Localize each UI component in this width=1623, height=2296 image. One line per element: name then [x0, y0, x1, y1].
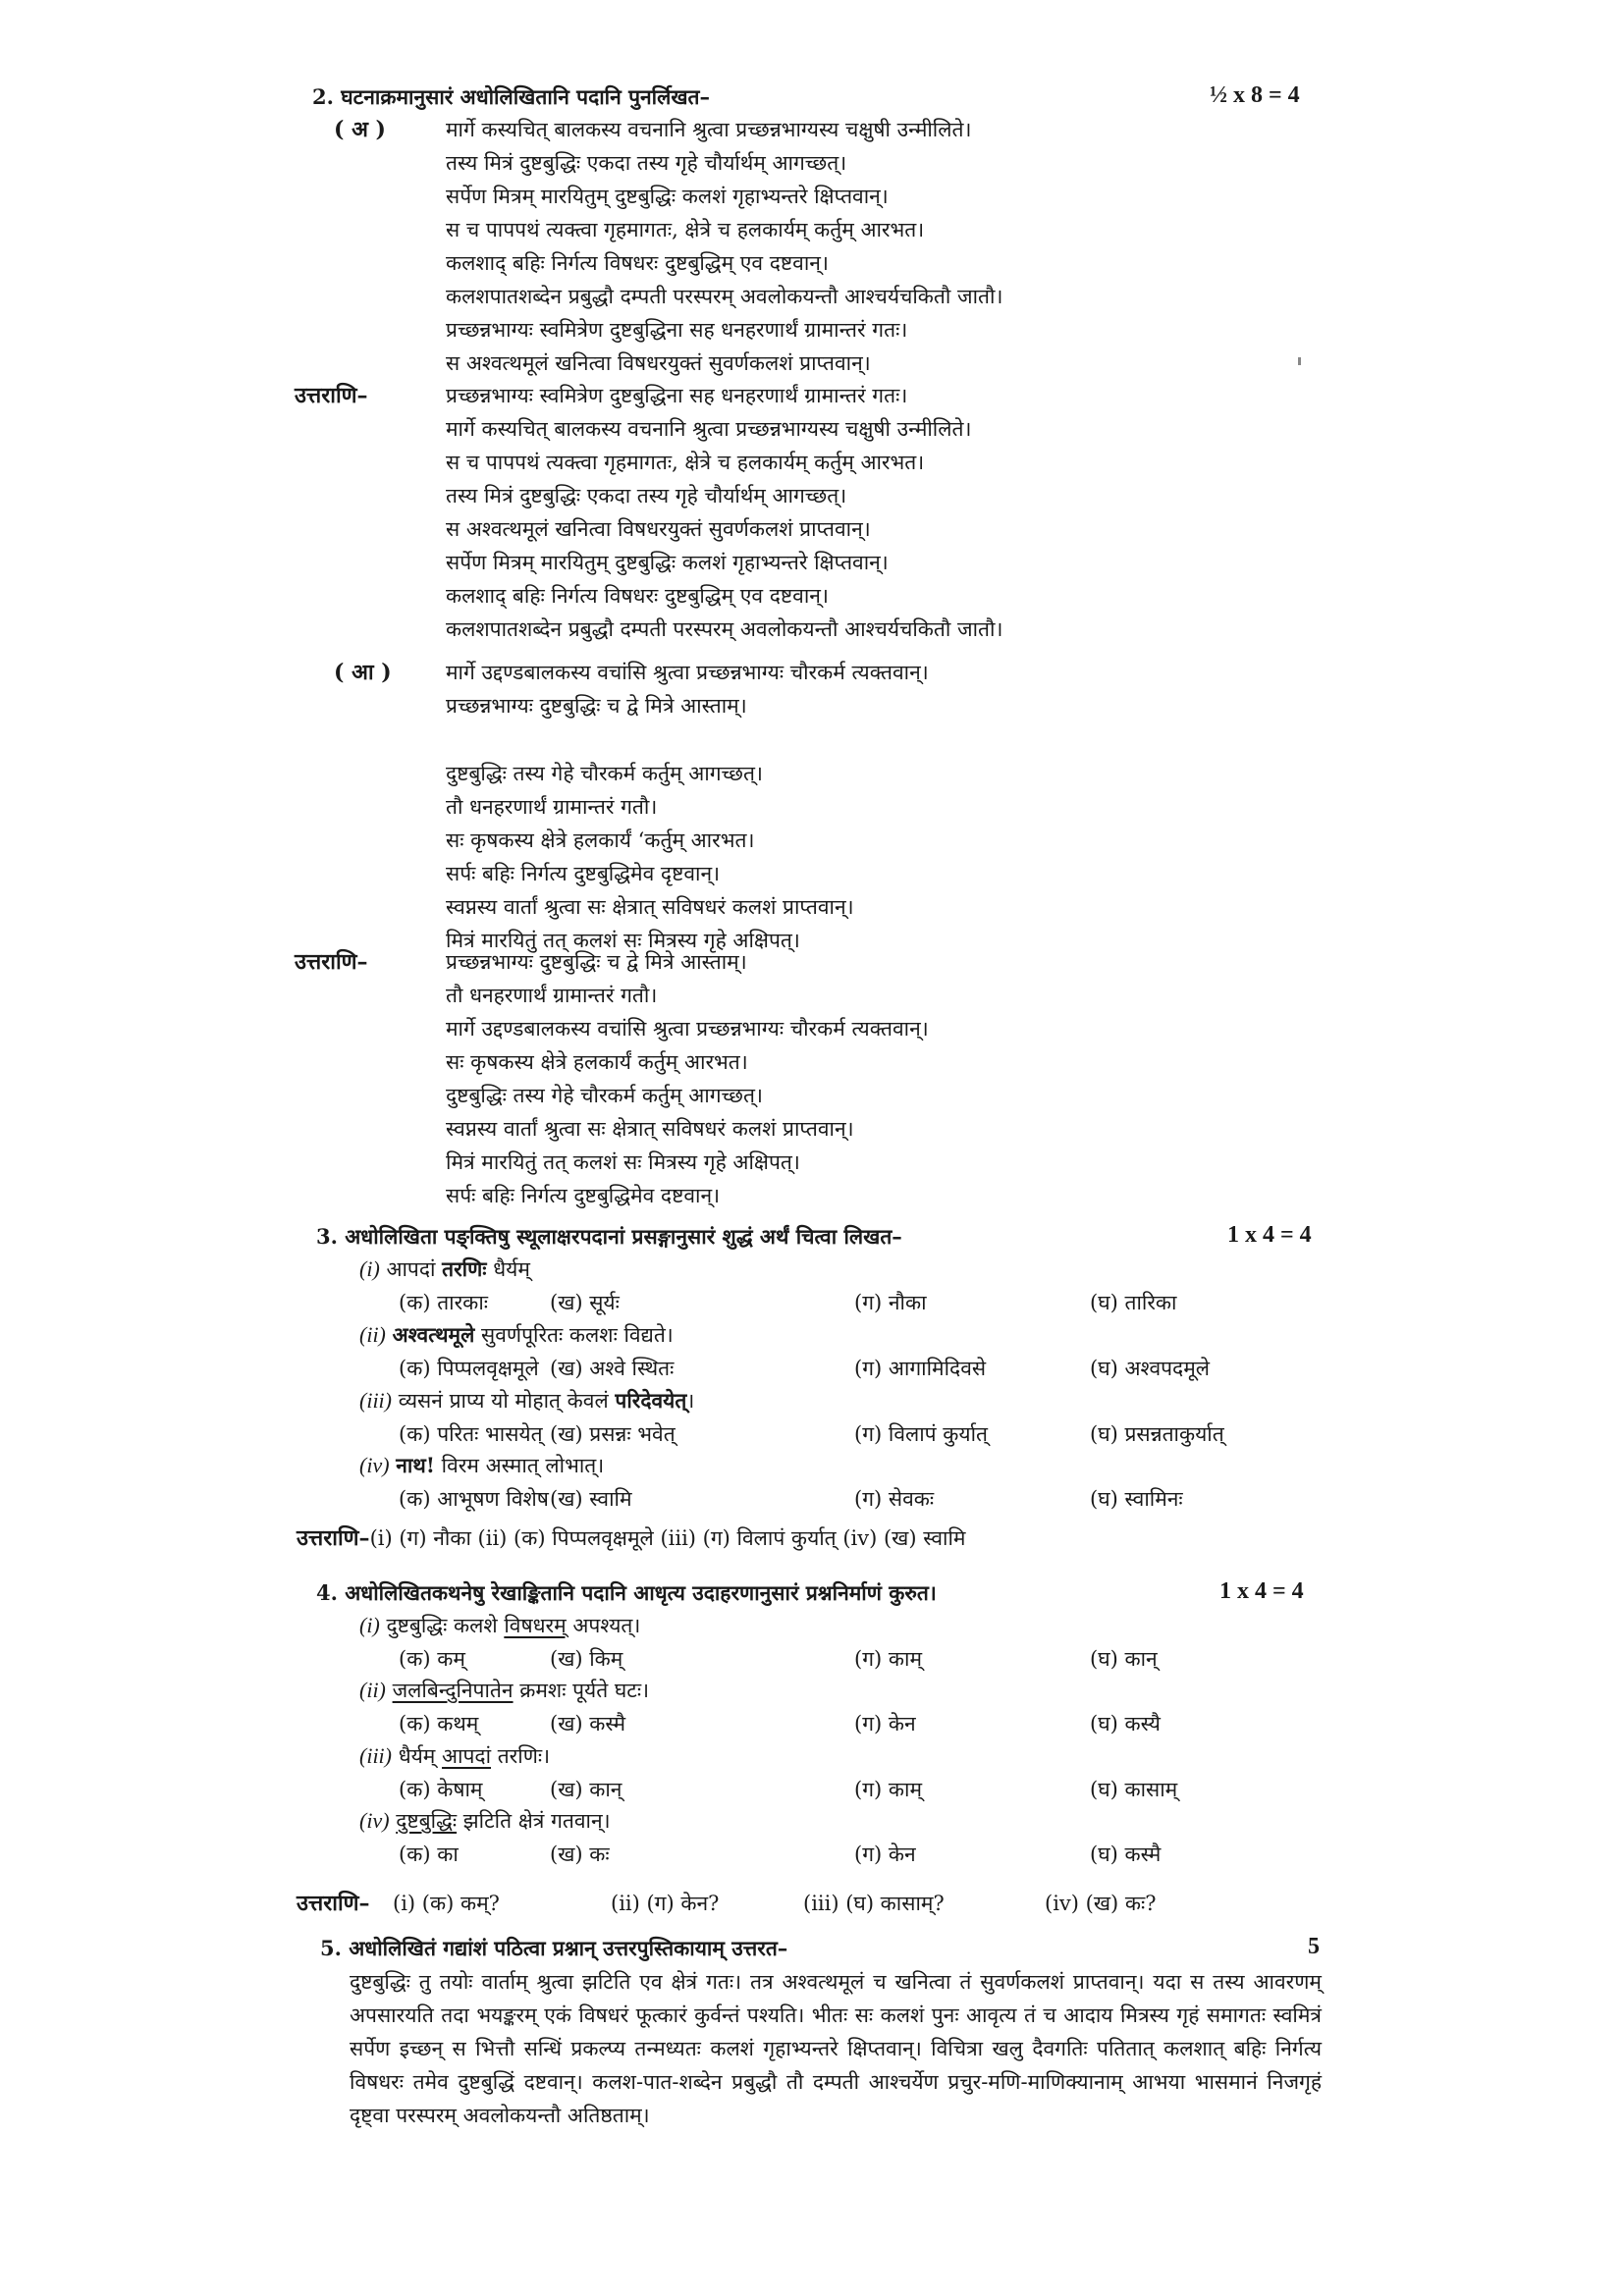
option: (क) आभूषण विशेष: [399, 1487, 549, 1511]
stem-text: आपदां: [386, 1257, 443, 1281]
part-aa-label: ( आ ): [334, 660, 392, 685]
bold-word: तरणिः: [442, 1256, 487, 1281]
answer-item: (iv) (ख) कः?: [1045, 1892, 1157, 1915]
option: (ख) कः: [550, 1842, 610, 1866]
option: (क) का: [399, 1842, 459, 1866]
item-text: स अश्वत्थमूलं खनित्वा विषधरयुक्तं सुवर्णकलशं प्राप्तवान्।: [446, 351, 871, 375]
answers-label: उत्तराणि–: [297, 1891, 370, 1916]
option: (घ) स्वामिनः: [1090, 1487, 1183, 1511]
option: (घ) अश्वपदमूले: [1090, 1357, 1210, 1380]
item-number: (iv): [359, 1808, 390, 1833]
passage-text: दुष्टबुद्धिः तु तयोः वार्ताम् श्रुत्वा झटिति एव क्षेत्रं गतः। तत्र अश्वत्थमूलं च खनित्वा तं सुवर्णकलशं प्राप्तवान्। यदा स तस्य आवरणम् अपसारयति तदा भयङ्करम् एकं विषधरं फूत्कारं कुर्वन्तं पश्यति। भीतः सः कलशं पुनः आवृत्य तं च आदाय मित्रस्य गृहं समागतः स्वमित्रं सर्पेण इच्छन् स भित्तौ सन्धिं प्रकल्प्य तन्मध्यतः कलशं गृहाभ्यन्तरे क्षिप्तवान्। विचित्रा खलु दैवगतिः पतितात् कलशात् बहिः निर्गत्य विषधरः तमेव दुष्टबुद्धिं दष्टवान्। कलश-पात-शब्देन प्रबुद्धौ तौ दम्पती आश्चर्येण प्रचुर-मणि-माणिक्यानाम् आभया भासमानं निजगृहं दृष्ट्वा परस्परम् अवलोकयन्तौ अतिष्ठताम्।: [350, 1970, 1322, 2127]
item-text: स च पापपथं त्यक्त्वा गृहमागतः, क्षेत्रे च हलकार्यम् कर्तुम् आरभत।: [446, 218, 925, 241]
item-number: (iii): [359, 1388, 392, 1413]
question-stem: [359, 1611, 640, 1640]
item-text: कलशपातशब्देन प्रबुद्धौ दम्पती परस्परम् अवलोकयन्तौ आश्चर्यचकितौ जातौ।: [446, 285, 1003, 308]
item-text: तस्य मित्रं दुष्टबुद्धिः एकदा तस्य गृहे चौर्यार्थम् आगच्छत्।: [446, 484, 847, 507]
underlined-word: दुष्टबुद्धिः: [396, 1809, 458, 1833]
question-4-heading: [316, 1578, 937, 1608]
question-stem: [359, 1451, 604, 1480]
option: (ख) कान्: [550, 1778, 622, 1801]
item-number: (i): [359, 1256, 380, 1281]
item-text: तस्य मित्रं दुष्टबुद्धिः एकदा तस्य गृहे चौर्यार्थम् आगच्छत्।: [446, 151, 847, 175]
answers-label: उत्तराणि–: [297, 1525, 370, 1551]
question-stem: [359, 1741, 550, 1771]
question-stem: [359, 1255, 530, 1284]
bold-word: परिदेवयेत्: [615, 1388, 687, 1413]
stem-text: दुष्टबुद्धिः कलशे: [386, 1614, 505, 1637]
question-stem: [359, 1386, 694, 1415]
answer-item: (i) (क) कम्?: [393, 1892, 500, 1915]
option: (क) केषाम्: [399, 1778, 483, 1801]
answer-item: (iii) (घ) कासाम्?: [803, 1892, 945, 1915]
answers-text: (i) (ग) नौका (ii) (क) पिप्पलवृक्षमूले (iii) (ग) विलापं कुर्यात् (iv) (ख) स्वामि: [369, 1526, 966, 1550]
stem-text: झटिति क्षेत्रं गतवान्।: [457, 1809, 611, 1833]
item-text: स च पापपथं त्यक्त्वा गृहमागतः, क्षेत्रे च हलकार्यम् कर्तुम् आरभत।: [446, 451, 925, 474]
option: (ख) किम्: [550, 1647, 623, 1671]
item-text: दुष्टबुद्धिः तस्य गेहे चौरकर्म कर्तुम् आगच्छत्।: [446, 762, 763, 785]
item-text: स्वप्नस्य वार्तां श्रुत्वा सः क्षेत्रात् सविषधरं कलशं प्राप्तवान्।: [446, 1117, 854, 1141]
item-text: सर्पेण मित्रम् मारयितुम् दुष्टबुद्धिः कलशं गृहाभ्यन्तरे क्षिप्तवान्।: [446, 185, 889, 208]
option: (क) कम्: [399, 1647, 465, 1671]
stem-text: धैर्यम्: [486, 1257, 530, 1281]
item-text: मित्रं मारयितुं तत् कलशं सः मित्रस्य गृहे अक्षिपत्।: [446, 1150, 800, 1174]
item-number: (iii): [359, 1743, 392, 1768]
stem-text: तरणिः।: [491, 1744, 551, 1768]
bold-word: नाथ!: [396, 1453, 435, 1477]
item-text: मित्रं मारयितुं तत् कलशं सः मित्रस्य गृहे अक्षिपत्।: [446, 929, 800, 952]
item-text: मार्गे उद्दण्डबालकस्य वचांसि श्रुत्वा प्रच्छन्नभाग्यः चौरकर्म त्यक्तवान्।: [446, 1017, 929, 1041]
stem-text: धैर्यम्: [398, 1744, 443, 1768]
option: (ग) केन: [854, 1712, 916, 1735]
item-text: सः कृषकस्य क्षेत्रे हलकार्यं कर्तुम् आरभत।: [446, 1050, 748, 1074]
question-3-answers: [297, 1523, 966, 1553]
question-title: घटनाक्रमानुसारं अधोलिखितानि पदानि पुनर्लिखत–: [341, 84, 710, 109]
option: (घ) कासाम्: [1090, 1778, 1178, 1801]
option: (ख) स्वामि: [550, 1487, 632, 1511]
stem-text: विरम अस्मात् लोभात्।: [434, 1454, 605, 1477]
part-a-answers-label: उत्तराणि–: [295, 383, 368, 408]
scan-artifact: [1298, 357, 1301, 365]
underlined-word: विषधरम्: [504, 1614, 567, 1637]
option: (ग) आगामिदिवसे: [854, 1357, 987, 1380]
part-aa-answers-label: उत्तराणि–: [295, 949, 368, 975]
item-text: तौ धनहरणार्थं ग्रामान्तरं गतौ।: [446, 984, 658, 1007]
question-4-marks: 1 x 4 = 4: [1219, 1578, 1304, 1604]
option: (ख) अश्वे स्थितः: [550, 1357, 675, 1380]
option: (ग) काम्: [854, 1647, 923, 1671]
question-number: 4.: [316, 1580, 338, 1605]
item-text: मार्गे उद्दण्डबालकस्य वचांसि श्रुत्वा प्रच्छन्नभाग्यः चौरकर्म त्यक्तवान्।: [446, 661, 929, 684]
item-text: कलशाद् बहिः निर्गत्य विषधरः दुष्टबुद्धिम् एव दष्टवान्।: [446, 251, 829, 275]
question-2-marks: ½ x 8 = 4: [1210, 82, 1300, 108]
option: (घ) कस्मै: [1090, 1842, 1162, 1866]
passage: [350, 1965, 1322, 2132]
question-stem: [359, 1806, 611, 1836]
option: (ग) केन: [854, 1842, 916, 1866]
item-number: (ii): [359, 1322, 386, 1347]
question-number: 5.: [320, 1936, 342, 1960]
item-number: (i): [359, 1613, 380, 1637]
option: (घ) कस्यै: [1090, 1712, 1161, 1735]
option: (ख) कस्मै: [550, 1712, 626, 1735]
item-number: (ii): [359, 1678, 386, 1702]
option: (क) तारकाः: [399, 1291, 488, 1314]
item-text: प्रच्छन्नभाग्यः स्वमित्रेण दुष्टबुद्धिना सह धनहरणार्थं ग्रामान्तरं गतः।: [446, 384, 908, 407]
stem-text: व्यसनं प्राप्य यो मोहात् केवलं: [398, 1389, 616, 1413]
underlined-word: जलबिन्दुनिपातेन: [392, 1679, 514, 1702]
item-text: स्वप्नस्य वार्तां श्रुत्वा सः क्षेत्रात् सविषधरं कलशं प्राप्तवान्।: [446, 895, 854, 919]
item-text: सर्पः बहिः निर्गत्य दुष्टबुद्धिमेव दृष्टवान्।: [446, 862, 721, 885]
question-number: 3.: [316, 1224, 338, 1249]
question-number: 2.: [312, 84, 334, 109]
question-2-heading: [312, 82, 710, 112]
option: (ग) काम्: [854, 1778, 923, 1801]
option: (क) परितः भासयेत्: [399, 1422, 543, 1446]
question-stem: [359, 1320, 674, 1350]
option: (क) पिप्पलवृक्षमूले: [399, 1357, 539, 1380]
answer-item: (ii) (ग) केन?: [611, 1892, 720, 1915]
item-text: प्रच्छन्नभाग्यः दुष्टबुद्धिः च द्वे मित्रे आस्ताम्।: [446, 950, 747, 974]
question-stem: [359, 1676, 649, 1705]
option: (घ) तारिका: [1090, 1291, 1177, 1314]
item-text: स अश्वत्थमूलं खनित्वा विषधरयुक्तं सुवर्णकलशं प्राप्तवान्।: [446, 517, 871, 541]
stem-text: सुवर्णपूरितः कलशः विद्यते।: [474, 1323, 674, 1347]
item-text: मार्गे कस्यचित् बालकस्य वचनानि श्रुत्वा प्रच्छन्नभाग्यस्य चक्षुषी उन्मीलिते।: [446, 118, 972, 141]
item-text: दुष्टबुद्धिः तस्य गेहे चौरकर्म कर्तुम् आगच्छत्।: [446, 1084, 763, 1107]
item-text: कलशाद् बहिः निर्गत्य विषधरः दुष्टबुद्धिम् एव दष्टवान्।: [446, 584, 829, 608]
option: (घ) कान्: [1090, 1647, 1158, 1671]
stem-text: ।: [686, 1389, 695, 1413]
question-5-heading: [320, 1934, 787, 1963]
part-a-label: ( अ ): [334, 117, 386, 142]
option: (ग) नौका: [854, 1291, 927, 1314]
item-number: (iv): [359, 1453, 390, 1477]
item-text: तौ धनहरणार्थं ग्रामान्तरं गतौ।: [446, 795, 658, 819]
stem-text: क्रमशः पूर्यते घटः।: [513, 1679, 650, 1702]
option: (ग) विलापं कुर्यात्: [854, 1422, 988, 1446]
item-text: सर्पेण मित्रम् मारयितुम् दुष्टबुद्धिः कलशं गृहाभ्यन्तरे क्षिप्तवान्।: [446, 551, 889, 574]
question-title: अधोलिखितकथनेषु रेखाङ्कितानि पदानि आधृत्य उदाहरणानुसारं प्रश्ननिर्माणं कुरुत।: [345, 1580, 937, 1605]
option: (क) कथम्: [399, 1712, 479, 1735]
item-text: प्रच्छन्नभाग्यः दुष्टबुद्धिः च द्वे मित्रे आस्ताम्।: [446, 694, 747, 718]
bold-word: अश्वत्थमूले: [392, 1322, 475, 1347]
item-text: सः कृषकस्य क्षेत्रे हलकार्यं ‘कर्तुम् आरभत।: [446, 828, 755, 852]
option: (ख) सूर्यः: [550, 1291, 620, 1314]
item-text: कलशपातशब्देन प्रबुद्धौ दम्पती परस्परम् अवलोकयन्तौ आश्चर्यचकितौ जातौ।: [446, 617, 1003, 641]
question-5-marks: 5: [1308, 1934, 1320, 1959]
question-3-marks: 1 x 4 = 4: [1227, 1222, 1312, 1248]
stem-text: अपश्यत्।: [566, 1614, 641, 1637]
option: (ख) प्रसन्नः भवेत्: [550, 1422, 676, 1446]
item-text: प्रच्छन्नभाग्यः स्वमित्रेण दुष्टबुद्धिना सह धनहरणार्थं ग्रामान्तरं गतः।: [446, 318, 908, 342]
item-text: मार्गे कस्यचित् बालकस्य वचनानि श्रुत्वा प्रच्छन्नभाग्यस्य चक्षुषी उन्मीलिते।: [446, 417, 972, 441]
item-text: सर्पः बहिः निर्गत्य दुष्टबुद्धिमेव दष्टवान्।: [446, 1184, 721, 1207]
question-title: अधोलिखितं गद्यांशं पठित्वा प्रश्नान् उत्तरपुस्तिकायाम् उत्तरत–: [349, 1936, 788, 1960]
question-3-heading: [316, 1222, 902, 1252]
underlined-word: आपदां: [442, 1744, 492, 1768]
question-title: अधोलिखिता पङ्क्तिषु स्थूलाक्षरपदानां प्रसङ्गानुसारं शुद्धं अर्थं चित्वा लिखत–: [345, 1224, 902, 1249]
option: (ग) सेवकः: [854, 1487, 935, 1511]
option: (घ) प्रसन्नताकुर्यात्: [1090, 1422, 1224, 1446]
